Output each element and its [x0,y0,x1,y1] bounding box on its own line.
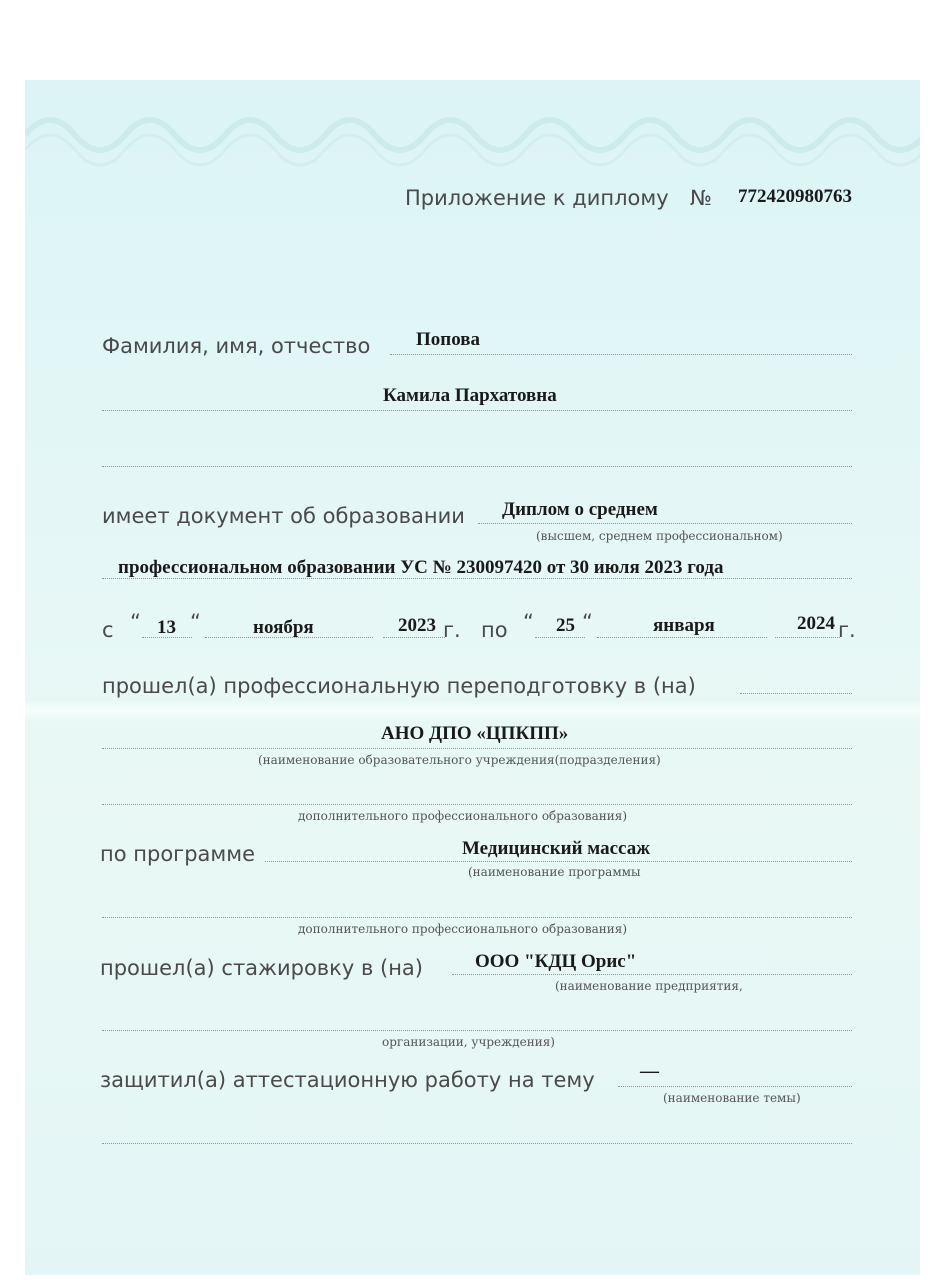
header-title: Приложение к диплому [405,186,669,210]
from-year-suffix: г. [443,618,461,642]
internship-value: ООО "КДЦ Орис" [475,951,637,972]
program-line-1 [265,861,852,862]
to-year: 2024 [797,613,835,634]
from-month: ноября [253,617,314,638]
program-hint-1: (наименование программы [468,865,641,879]
thesis-hint: (наименование темы) [663,1091,801,1105]
thesis-label: защитил(а) аттестационную работу на тему [100,1068,595,1092]
education-value-2: профессиональном образовании УС № 230097420 от 30 июля 2023 года [118,557,724,578]
to-year-line [775,637,840,638]
to-open-quote: “ [523,610,534,634]
retraining-line-3 [102,804,852,805]
internship-line-1 [452,974,852,975]
program-value: Медицинский массаж [462,838,650,859]
ornament-band [25,95,920,175]
internship-label: прошел(а) стажировку в (на) [100,956,423,980]
fio-line-3 [102,466,852,467]
education-line-2 [102,578,852,579]
to-month-line [597,637,767,638]
to-day: 25 [556,615,575,636]
diploma-number: 772420980763 [738,186,852,207]
from-year-line [383,637,445,638]
program-label: по программе [100,842,255,866]
fio-line-1 [390,354,852,355]
retraining-institution: АНО ДПО «ЦПКПП» [381,723,569,744]
education-hint: (высшем, среднем профессиональном) [536,529,783,543]
retraining-line-1 [740,693,852,694]
fio-names: Камила Пархатовна [383,385,557,406]
from-year: 2023 [398,615,436,636]
education-value-1: Диплом о среднем [502,499,658,520]
paper-fold [25,700,920,722]
retraining-hint-2: дополнительного профессионального образования) [298,809,628,823]
from-open-quote: “ [130,610,141,634]
internship-hint-1: (наименование предприятия, [555,979,743,993]
fio-surname: Попова [416,329,481,350]
education-line-1 [478,523,852,524]
dates-from-prefix: с [102,618,114,642]
thesis-line-2 [102,1143,852,1144]
thesis-value: — [640,1061,659,1082]
internship-hint-2: организации, учреждения) [382,1035,555,1049]
program-hint-2: дополнительного профессионального образования) [298,922,628,936]
retraining-line-2 [102,748,852,749]
retraining-label: прошел(а) профессиональную переподготовку в (на) [102,674,696,698]
fio-label: Фамилия, имя, отчество [102,334,371,358]
to-day-line [535,637,585,638]
to-close-quote: “ [582,610,593,634]
number-sign: № [690,186,712,210]
to-year-suffix: г. [838,618,856,642]
to-month: января [653,615,715,636]
dates-to-prefix: по [481,618,508,642]
from-day: 13 [157,617,176,638]
program-line-2 [102,917,852,918]
fio-line-2 [102,410,852,411]
education-label: имеет документ об образовании [102,504,465,528]
thesis-line-1 [618,1086,852,1087]
retraining-hint-1: (наименование образовательного учреждения(подразделения) [258,753,661,767]
from-close-quote: “ [190,610,201,634]
internship-line-2 [102,1030,852,1031]
